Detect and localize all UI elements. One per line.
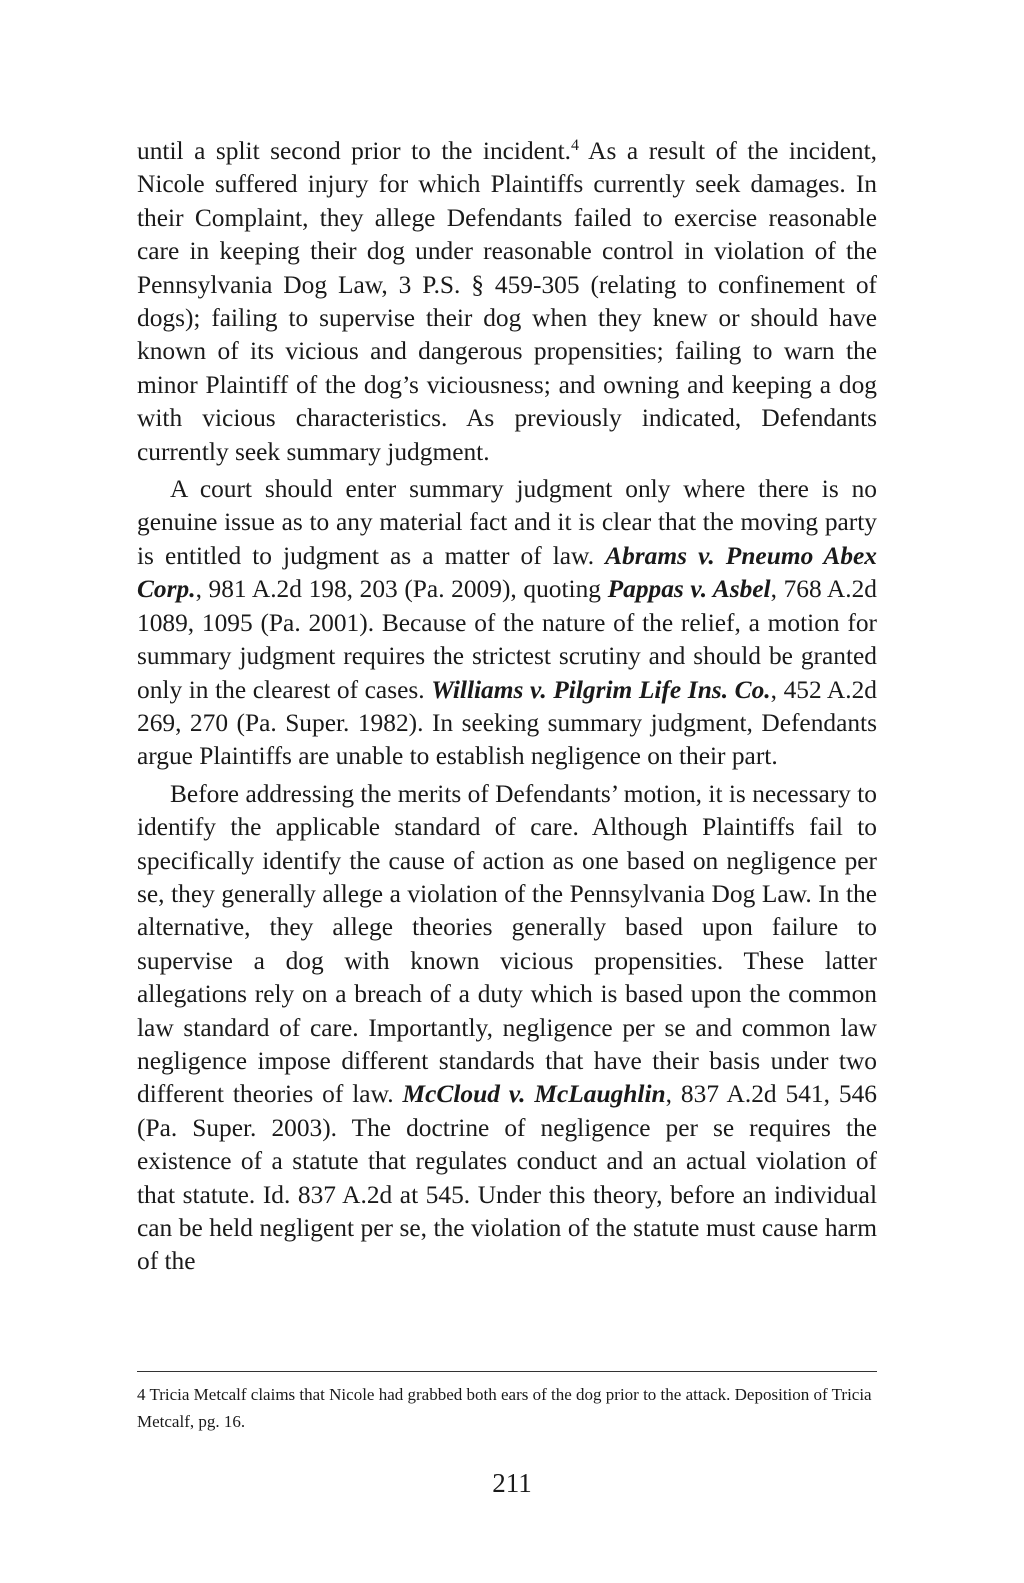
footnote-text: Tricia Metcalf claims that Nicole had grabbed both ears of the dog prior to the attack. Deposition of Tricia Metcalf, pg. 16. [137, 1385, 872, 1431]
body-paragraph [137, 135, 877, 469]
paragraph-text: , 452 A.2d 269, 270 (Pa. Super. 1982). In seeking summary judgment, Defendants argue Plaintiffs are unable to establish negligence on their part. [137, 675, 877, 771]
footnote-reference: 4 [571, 137, 580, 154]
body-paragraph [137, 473, 877, 774]
paragraph-text: , 837 A.2d 541, 546 (Pa. Super. 2003). The doctrine of negligence per se requires the existence of a statute that regulates conduct and an actual violation of that statute. Id. 837 A.2d at 545. Under this theory, before an individual can be held negligent per se, the violation of the statute must cause harm of the [137, 1080, 877, 1276]
page-number: 211 [492, 1468, 532, 1498]
paragraph-text: As a result of the incident, Nicole suffered injury for which Plaintiffs currently seek damages. In their Complaint, they allege Defendants failed to exercise reasonable care in keeping their dog under reasonable control in violation of the Pennsylvania Dog Law, 3 P.S. § 459-305 (relating to confinement of dogs); failing to supervise their dog when they knew or should have known of its vicious and dangerous propensities; failing to warn the minor Plaintiff of the dog’s viciousness; and owning and keeping a dog with vicious characteristics. As previously indicated, Defendants currently seek summary judgment. [137, 137, 877, 466]
paragraph-text: A court should enter summary judgment only where there is no genuine issue as to any material fact and it is clear that the moving party is entitled to judgment as a matter of law. [137, 475, 877, 570]
case-citation: Abrams v. Pneumo Abex Corp. [137, 541, 877, 604]
paragraph-text: until a split second prior to the incident. [137, 137, 572, 165]
footnote [137, 1381, 877, 1435]
paragraph-text: , 768 A.2d 1089, 1095 (Pa. 2001). Because of the nature of the relief, a motion for summary judgment requires the strictest scrutiny and should be granted only in the clearest of cases. [137, 575, 877, 704]
paragraph-text: Before addressing the merits of Defendants’ motion, it is necessary to identify the applicable standard of care. Although Plaintiffs fail to specifically identify the cause of action as one based on negligence per se, they generally allege a violation of the Pennsylvania Dog Law. In the alternative, they allege theories generally based upon failure to supervise a dog with known vicious propensities. These latter allegations rely on a breach of a duty which is based upon the common law standard of care. Importantly, negligence per se and common law negligence impose different standards that have their basis under two different theories of law. [137, 779, 877, 1109]
footnote-number: 4 [137, 1385, 146, 1404]
paragraphs-container [137, 135, 877, 1279]
case-citation: Williams v. Pilgrim Life Ins. Co. [431, 675, 771, 704]
paragraph-text: , 981 A.2d 198, 203 (Pa. 2009), quoting [195, 575, 608, 604]
page-body [137, 135, 877, 1279]
footnote-divider [137, 1371, 877, 1372]
case-citation: McCloud v. McLaughlin [402, 1080, 666, 1109]
case-citation: Pappas v. Asbel [607, 575, 771, 604]
body-paragraph [137, 778, 877, 1279]
